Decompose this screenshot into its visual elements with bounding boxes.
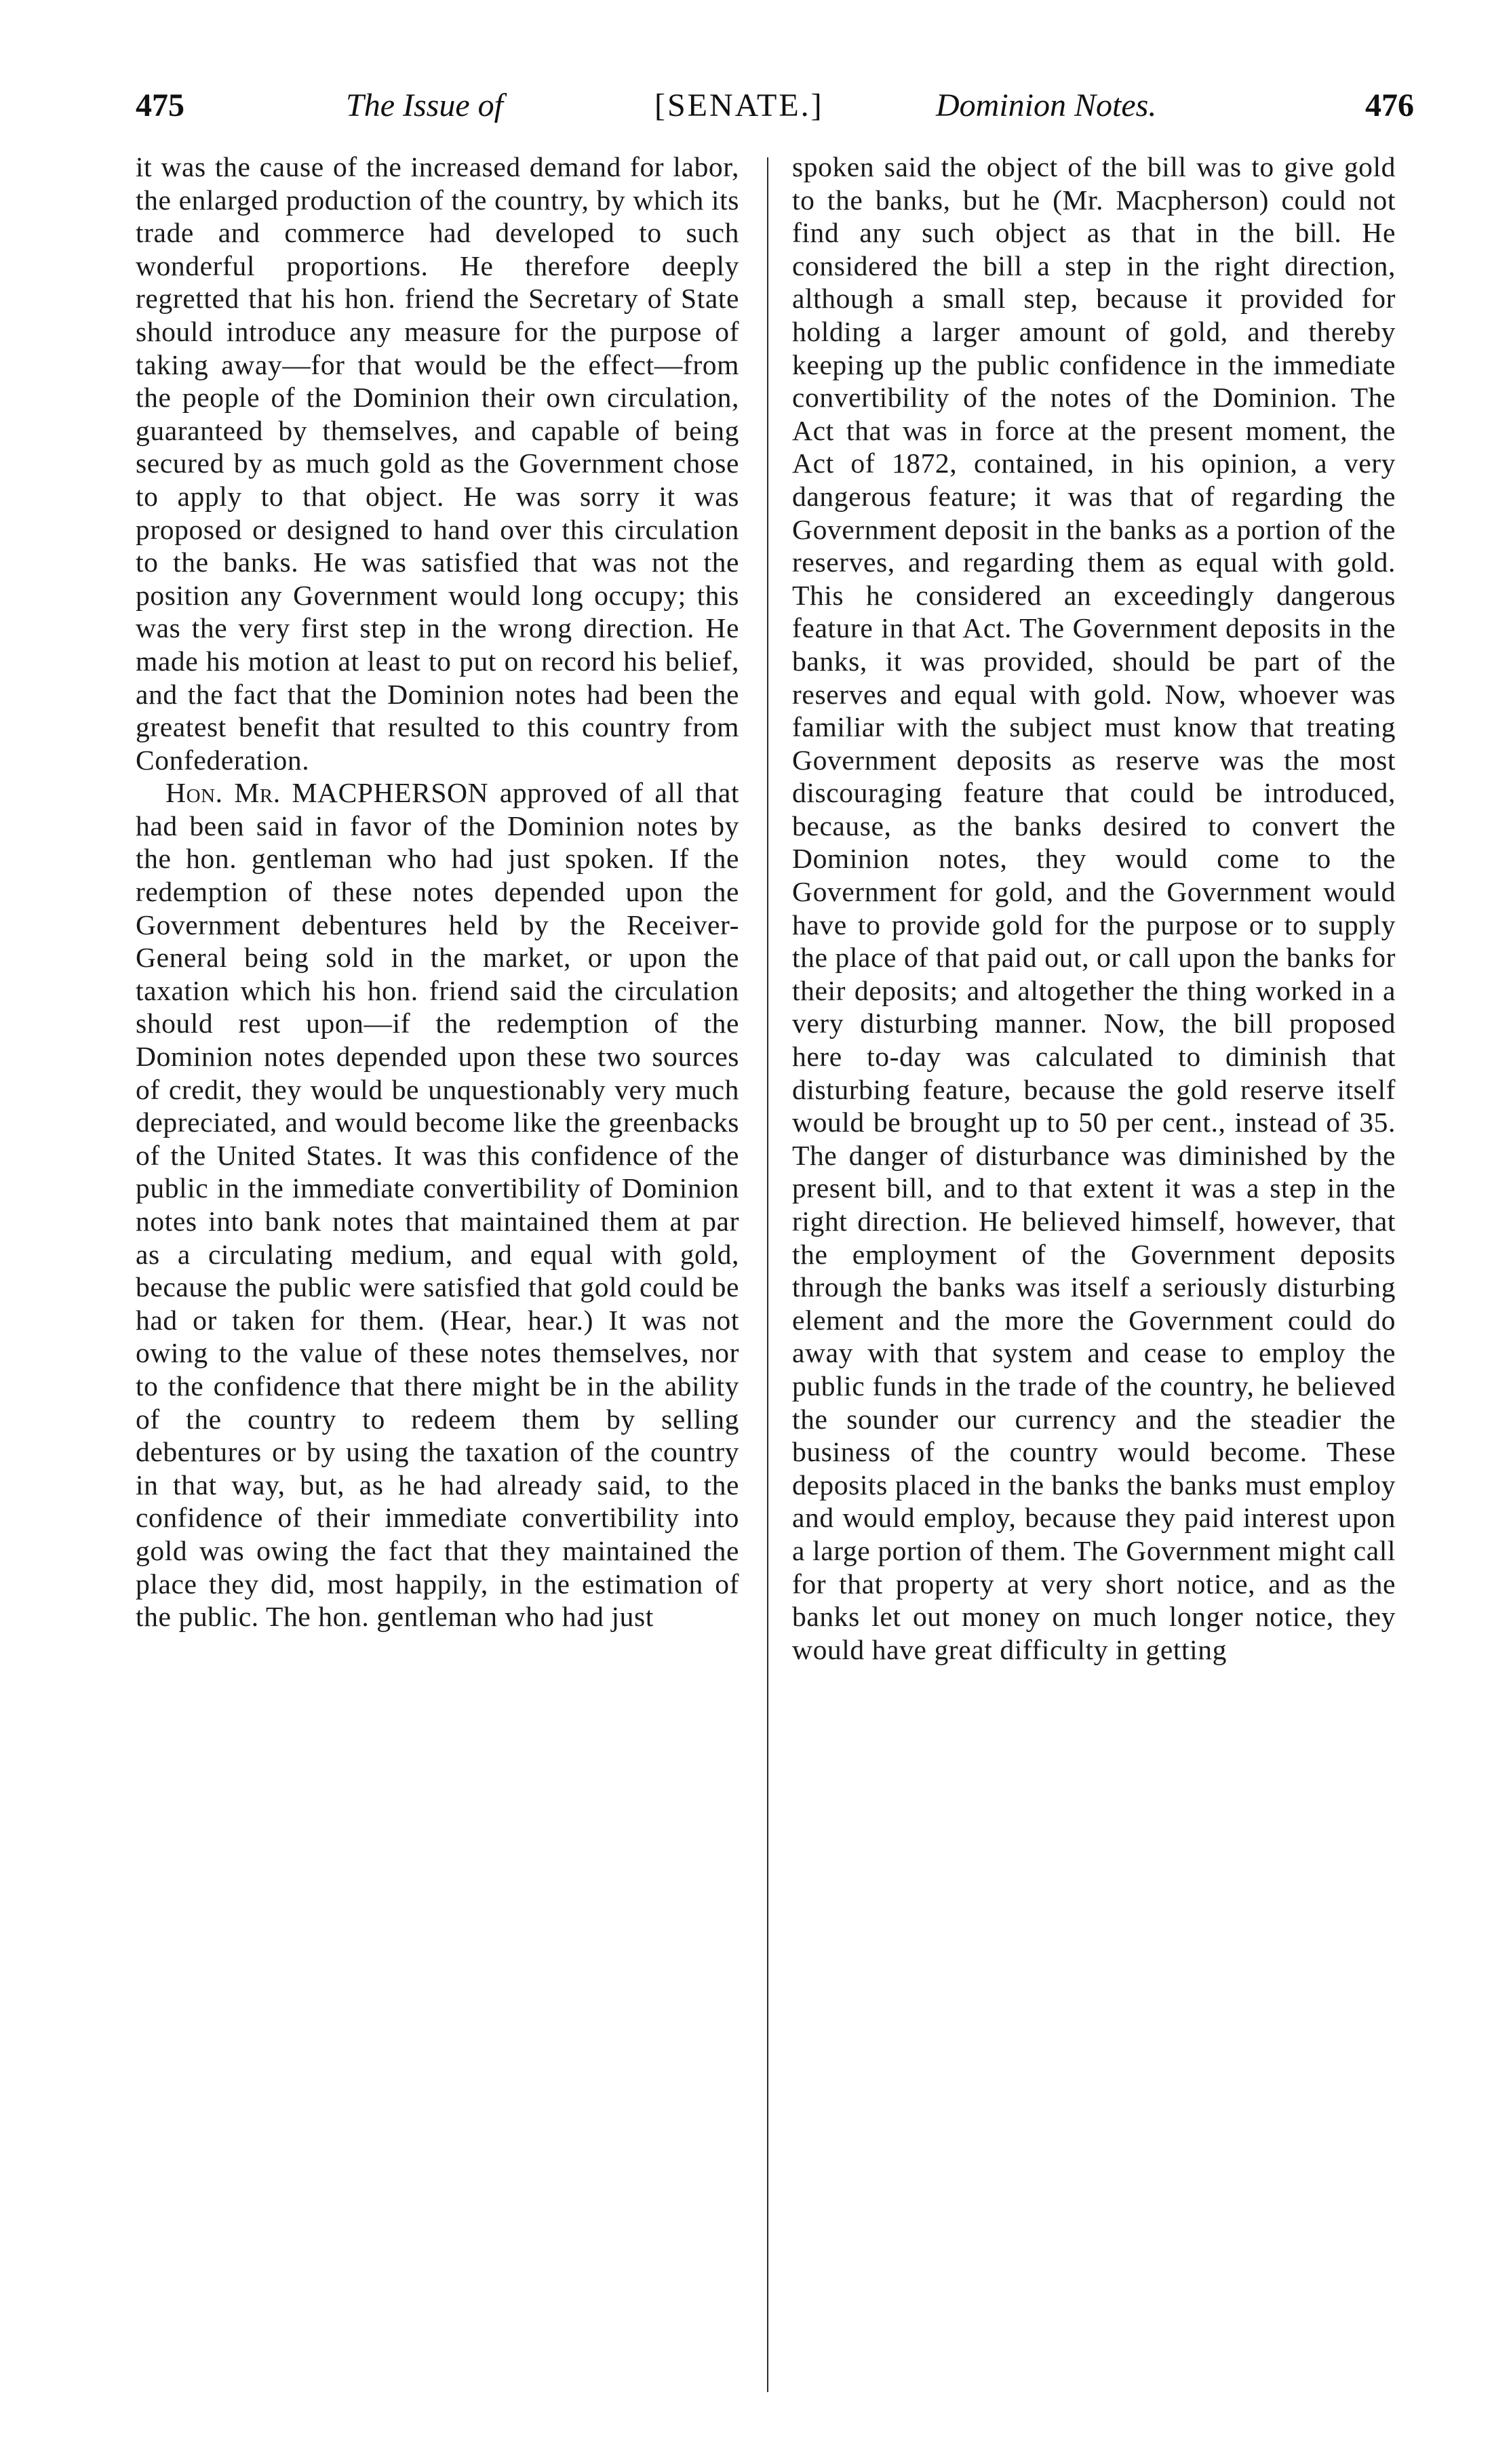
right-running-title: Dominion Notes.	[936, 87, 1157, 123]
speaker-name: Hon. Mr. MACPHERSON	[165, 777, 489, 809]
right-paragraph-1: spoken said the object of the bill was to give gold to the banks, but he (Mr. Macpherson) could not find any such object as that in the bill. He considered the bill a step in the right direction, although a small step, because it provided for holding a larger amount of gold, and thereby keeping up the public confidence in the immediate convertibility of the notes of the Dominion. The Act that was in force at the present moment, the Act of 1872, contained, in his opinion, a very dangerous feature; it was that of regarding the Government deposit in the banks as a portion of the reserves, and regarding them as equal with gold. This he considered an exceedingly dangerous feature in that Act. The Government deposits in the banks, it was provided, should be part of the reserves and equal with gold. Now, whoever was familiar with the subject must know that treating Government deposits as reserve was the most discouraging feature that could be introduced, because, as the banks desired to convert the Dominion notes, they would come to the Government for gold, and the Government would have to provide gold for the purpose or to supply the place of that paid out, or call upon the banks for their deposits; and altogether the thing worked in a very disturbing manner. Now, the bill proposed here to-day was calculated to diminish that disturbing feature, because the gold reserve itself would be brought up to 50 per cent., instead of 35. The danger of disturbance was diminished by the present bill, and to that extent it was a step in the right direction. He believed himself, however, that the employment of the Government deposits through the banks was itself a seriously disturbing element and the more the Government could do away with that system and cease to employ the public funds in the trade of the country, he believed the sounder our currency and the steadier the business of the country would become. These deposits placed in the banks the banks must employ and would employ, because they paid interest upon a large portion of them. The Government might call for that property at very short notice, and as the banks let out money on much longer notice, they would have great difficulty in getting	[792, 151, 1396, 1665]
left-running-title: The Issue of	[346, 87, 503, 123]
page-header	[136, 87, 1414, 141]
left-page-number: 475	[136, 87, 184, 123]
left-paragraph-2	[136, 776, 739, 1633]
left-column	[136, 151, 739, 2408]
column-divider	[767, 157, 768, 2392]
left-paragraph-1: it was the cause of the increased demand for labor, the enlarged production of the country, by which its trade and commerce had developed to such wonderful proportions. He therefore deeply regretted that his hon. friend the Secretary of State should introduce any measure for the purpose of taking away—for that would be the effect—from the people of the Dominion their own circulation, guaranteed by themselves, and capable of being secured by as much gold as the Government chose to apply to that object. He was sorry it was proposed or designed to hand over this circulation to the banks. He was satisfied that was not the position any Government would long occupy; this was the very first step in the wrong direction. He made his motion at least to put on record his belief, and the fact that the Dominion notes had been the greatest benefit that resulted to this country from Confederation.	[136, 151, 739, 776]
right-page-number: 476	[1365, 87, 1414, 123]
left-paragraph-2-text: approved of all that had been said in favor of the Dominion notes by the hon. gentleman who had just spoken. If the redemption of these notes depended upon the Government debentures held by the Receiver-General being sold in the market, or upon the taxation which his hon. friend said the circulation should rest upon—if the redemption of the Dominion notes depended upon these two sources of credit, they would be unquestionably very much depreciated, and would become like the greenbacks of the United States. It was this confidence of the public in the immediate convertibility of Dominion notes into bank notes that maintained them at par as a circulating medium, and equal with gold, because the public were satisfied that gold could be had or taken for them. (Hear, hear.) It was not owing to the value of these notes themselves, nor to the confidence that there might be in the ability of the country to redeem them by selling debentures or by using the taxation of the country in that way, but, as he had already said, to the confidence of their immediate convertibility into gold was owing the fact that they maintained the place they did, most happily, in the estimation of the public. The hon. gentleman who had just	[136, 777, 739, 1633]
center-running-title: [SENATE.]	[654, 87, 824, 123]
right-column	[792, 151, 1396, 2408]
